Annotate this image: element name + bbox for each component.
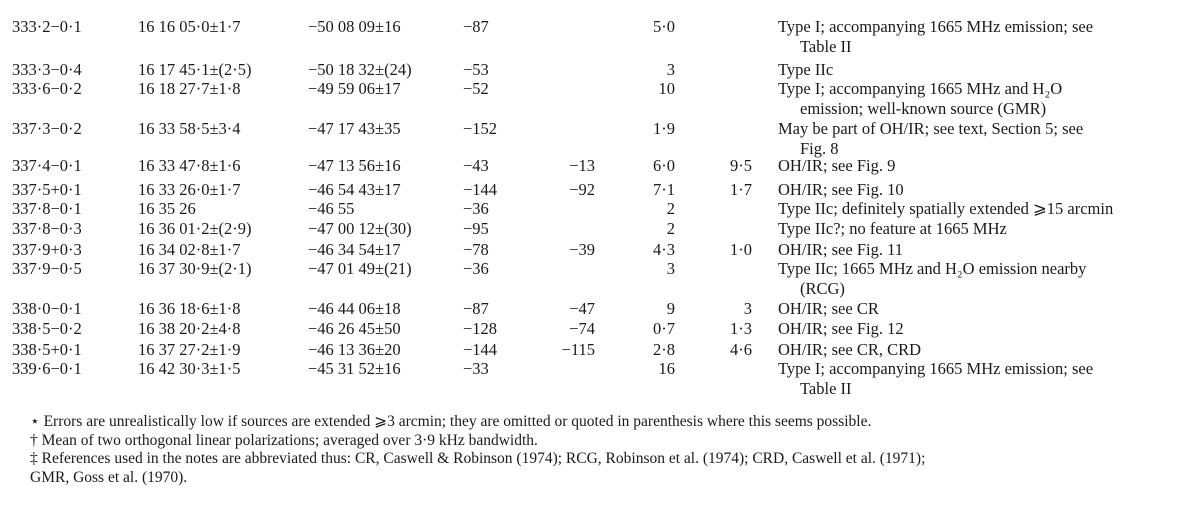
declination-cell: −46 26 45±50 (308, 319, 401, 338)
footnote-ddagger: ‡ References used in the notes are abbreviated thus: CR, Caswell & Robinson (1974); RCG, Robinson et al. (1974); CRD, Caswell et al. (1971); (30, 450, 926, 467)
right-ascension-cell: 16 16 05·0±1·7 (138, 17, 241, 36)
right-ascension-cell: 16 36 01·2±(2·9) (138, 219, 252, 238)
flux-1-cell: 16 (658, 359, 675, 378)
source-name-cell: 333·2−0·1 (12, 17, 82, 36)
notes-cell (778, 219, 1188, 239)
notes-cell (778, 180, 1188, 200)
declination-cell: −47 17 43±35 (308, 119, 401, 138)
velocity-2-cell: −92 (569, 180, 595, 199)
velocity-1-cell: −152 (463, 119, 498, 138)
flux-1-cell: 6·0 (653, 156, 675, 175)
source-name-cell: 338·5+0·1 (12, 340, 82, 359)
notes-line: Table II (800, 37, 852, 56)
velocity-1-cell: −144 (463, 180, 498, 199)
source-name-cell: 333·6−0·2 (12, 79, 82, 98)
notes-line: Fig. 8 (800, 139, 839, 158)
notes-cell (778, 119, 1188, 159)
declination-cell: −47 01 49±(21) (308, 259, 412, 278)
source-name-cell: 337·8−0·1 (12, 199, 82, 218)
notes-line: Type I; accompanying 1665 MHz emission; see (778, 17, 1094, 36)
velocity-2-cell: −39 (569, 240, 595, 259)
flux-2-cell: 4·6 (730, 340, 752, 359)
velocity-1-cell: −33 (463, 359, 489, 378)
source-name-cell: 338·0−0·1 (12, 299, 82, 318)
velocity-2-cell: −13 (569, 156, 595, 175)
right-ascension-cell: 16 36 18·6±1·8 (138, 299, 241, 318)
velocity-1-cell: −52 (463, 79, 489, 98)
velocity-1-cell: −78 (463, 240, 489, 259)
footnote-ddagger-continued: GMR, Goss et al. (1970). (30, 468, 188, 486)
velocity-1-cell: −87 (463, 17, 489, 36)
notes-line: Type I; accompanying 1665 MHz emission; see (778, 359, 1094, 378)
notes-cell (778, 60, 1188, 80)
right-ascension-cell: 16 33 47·8±1·6 (138, 156, 241, 175)
velocity-1-cell: −87 (463, 299, 489, 318)
source-name-cell: 337·9−0·5 (12, 259, 82, 278)
flux-1-cell: 2 (666, 199, 675, 218)
declination-cell: −46 13 36±20 (308, 340, 401, 359)
notes-line: OH/IR; see Fig. 9 (778, 156, 896, 175)
notes-line: OH/IR; see Fig. 11 (778, 240, 903, 259)
right-ascension-cell: 16 33 58·5±3·4 (138, 119, 241, 138)
declination-cell: −50 08 09±16 (308, 17, 401, 36)
velocity-2-cell: −115 (561, 340, 595, 359)
flux-1-cell: 7·1 (653, 180, 675, 199)
source-name-cell: 339·6−0·1 (12, 359, 82, 378)
notes-cell (778, 199, 1188, 219)
footnote-star: ⋆ Errors are unrealistically low if sources are extended ⩾3 arcmin; they are omitted or quoted in parenthesis where this seems possible. (30, 413, 872, 430)
notes-cell (778, 319, 1188, 339)
notes-cell (778, 259, 1188, 299)
footnotes (12, 413, 1192, 487)
notes-cell (778, 240, 1188, 260)
declination-cell: −45 31 52±16 (308, 359, 401, 378)
notes-cell (778, 340, 1188, 360)
velocity-2-cell: −74 (569, 319, 595, 338)
declination-cell: −46 54 43±17 (308, 180, 401, 199)
velocity-1-cell: −43 (463, 156, 489, 175)
declination-cell: −47 00 12±(30) (308, 219, 412, 238)
flux-1-cell: 2·8 (653, 340, 675, 359)
notes-line: Table II (800, 379, 852, 398)
right-ascension-cell: 16 33 26·0±1·7 (138, 180, 241, 199)
velocity-2-cell: −47 (569, 299, 595, 318)
notes-cell (778, 156, 1188, 176)
notes-line: Type I; accompanying 1665 MHz and H₂O (778, 79, 1063, 98)
notes-line: OH/IR; see CR (778, 299, 879, 318)
source-name-cell: 338·5−0·2 (12, 319, 82, 338)
flux-1-cell: 10 (658, 79, 675, 98)
velocity-1-cell: −36 (463, 259, 489, 278)
right-ascension-cell: 16 42 30·3±1·5 (138, 359, 241, 378)
flux-2-cell: 1·7 (730, 180, 752, 199)
right-ascension-cell: 16 37 27·2±1·9 (138, 340, 241, 359)
notes-line: Type IIc (778, 60, 834, 79)
declination-cell: −46 55 (308, 199, 355, 218)
flux-1-cell: 2 (666, 219, 675, 238)
flux-1-cell: 9 (666, 299, 675, 318)
declination-cell: −47 13 56±16 (308, 156, 401, 175)
source-name-cell: 337·5+0·1 (12, 180, 82, 199)
flux-1-cell: 4·3 (653, 240, 675, 259)
notes-line: emission; well-known source (GMR) (800, 99, 1047, 118)
right-ascension-cell: 16 18 27·7±1·8 (138, 79, 241, 98)
source-name-cell: 333·3−0·4 (12, 60, 82, 79)
footnote-dagger: † Mean of two orthogonal linear polarizations; averaged over 3·9 kHz bandwidth. (30, 431, 538, 449)
source-name-cell: 337·4−0·1 (12, 156, 82, 175)
notes-line: May be part of OH/IR; see text, Section 5; see (778, 119, 1084, 138)
flux-1-cell: 1·9 (653, 119, 675, 138)
notes-line: OH/IR; see Fig. 10 (778, 180, 904, 199)
notes-cell (778, 359, 1188, 399)
notes-line: Type IIc; 1665 MHz and H₂O emission nearby (778, 259, 1087, 278)
flux-2-cell: 3 (743, 299, 752, 318)
source-name-cell: 337·9+0·3 (12, 240, 82, 259)
right-ascension-cell: 16 38 20·2±4·8 (138, 319, 241, 338)
right-ascension-cell: 16 37 30·9±(2·1) (138, 259, 252, 278)
notes-line: Type IIc?; no feature at 1665 MHz (778, 219, 1007, 238)
declination-cell: −49 59 06±17 (308, 79, 401, 98)
flux-2-cell: 1·0 (730, 240, 752, 259)
flux-1-cell: 0·7 (653, 319, 675, 338)
source-name-cell: 337·8−0·3 (12, 219, 82, 238)
right-ascension-cell: 16 35 26 (138, 199, 196, 218)
flux-1-cell: 3 (666, 259, 675, 278)
flux-2-cell: 9·5 (730, 156, 752, 175)
right-ascension-cell: 16 34 02·8±1·7 (138, 240, 241, 259)
declination-cell: −46 34 54±17 (308, 240, 401, 259)
flux-1-cell: 5·0 (653, 17, 675, 36)
velocity-1-cell: −36 (463, 199, 489, 218)
velocity-1-cell: −95 (463, 219, 489, 238)
declination-cell: −46 44 06±18 (308, 299, 401, 318)
velocity-1-cell: −128 (463, 319, 498, 338)
notes-line: OH/IR; see CR, CRD (778, 340, 922, 359)
notes-line: OH/IR; see Fig. 12 (778, 319, 904, 338)
source-name-cell: 337·3−0·2 (12, 119, 82, 138)
notes-cell (778, 17, 1188, 57)
velocity-1-cell: −53 (463, 60, 489, 79)
flux-1-cell: 3 (666, 60, 675, 79)
velocity-1-cell: −144 (463, 340, 498, 359)
notes-line: Type IIc; definitely spatially extended ⩾15 arcmin (778, 199, 1114, 218)
flux-2-cell: 1·3 (730, 319, 752, 338)
declination-cell: −50 18 32±(24) (308, 60, 412, 79)
notes-cell (778, 299, 1188, 319)
right-ascension-cell: 16 17 45·1±(2·5) (138, 60, 252, 79)
notes-line: (RCG) (800, 279, 845, 298)
notes-cell (778, 79, 1188, 119)
